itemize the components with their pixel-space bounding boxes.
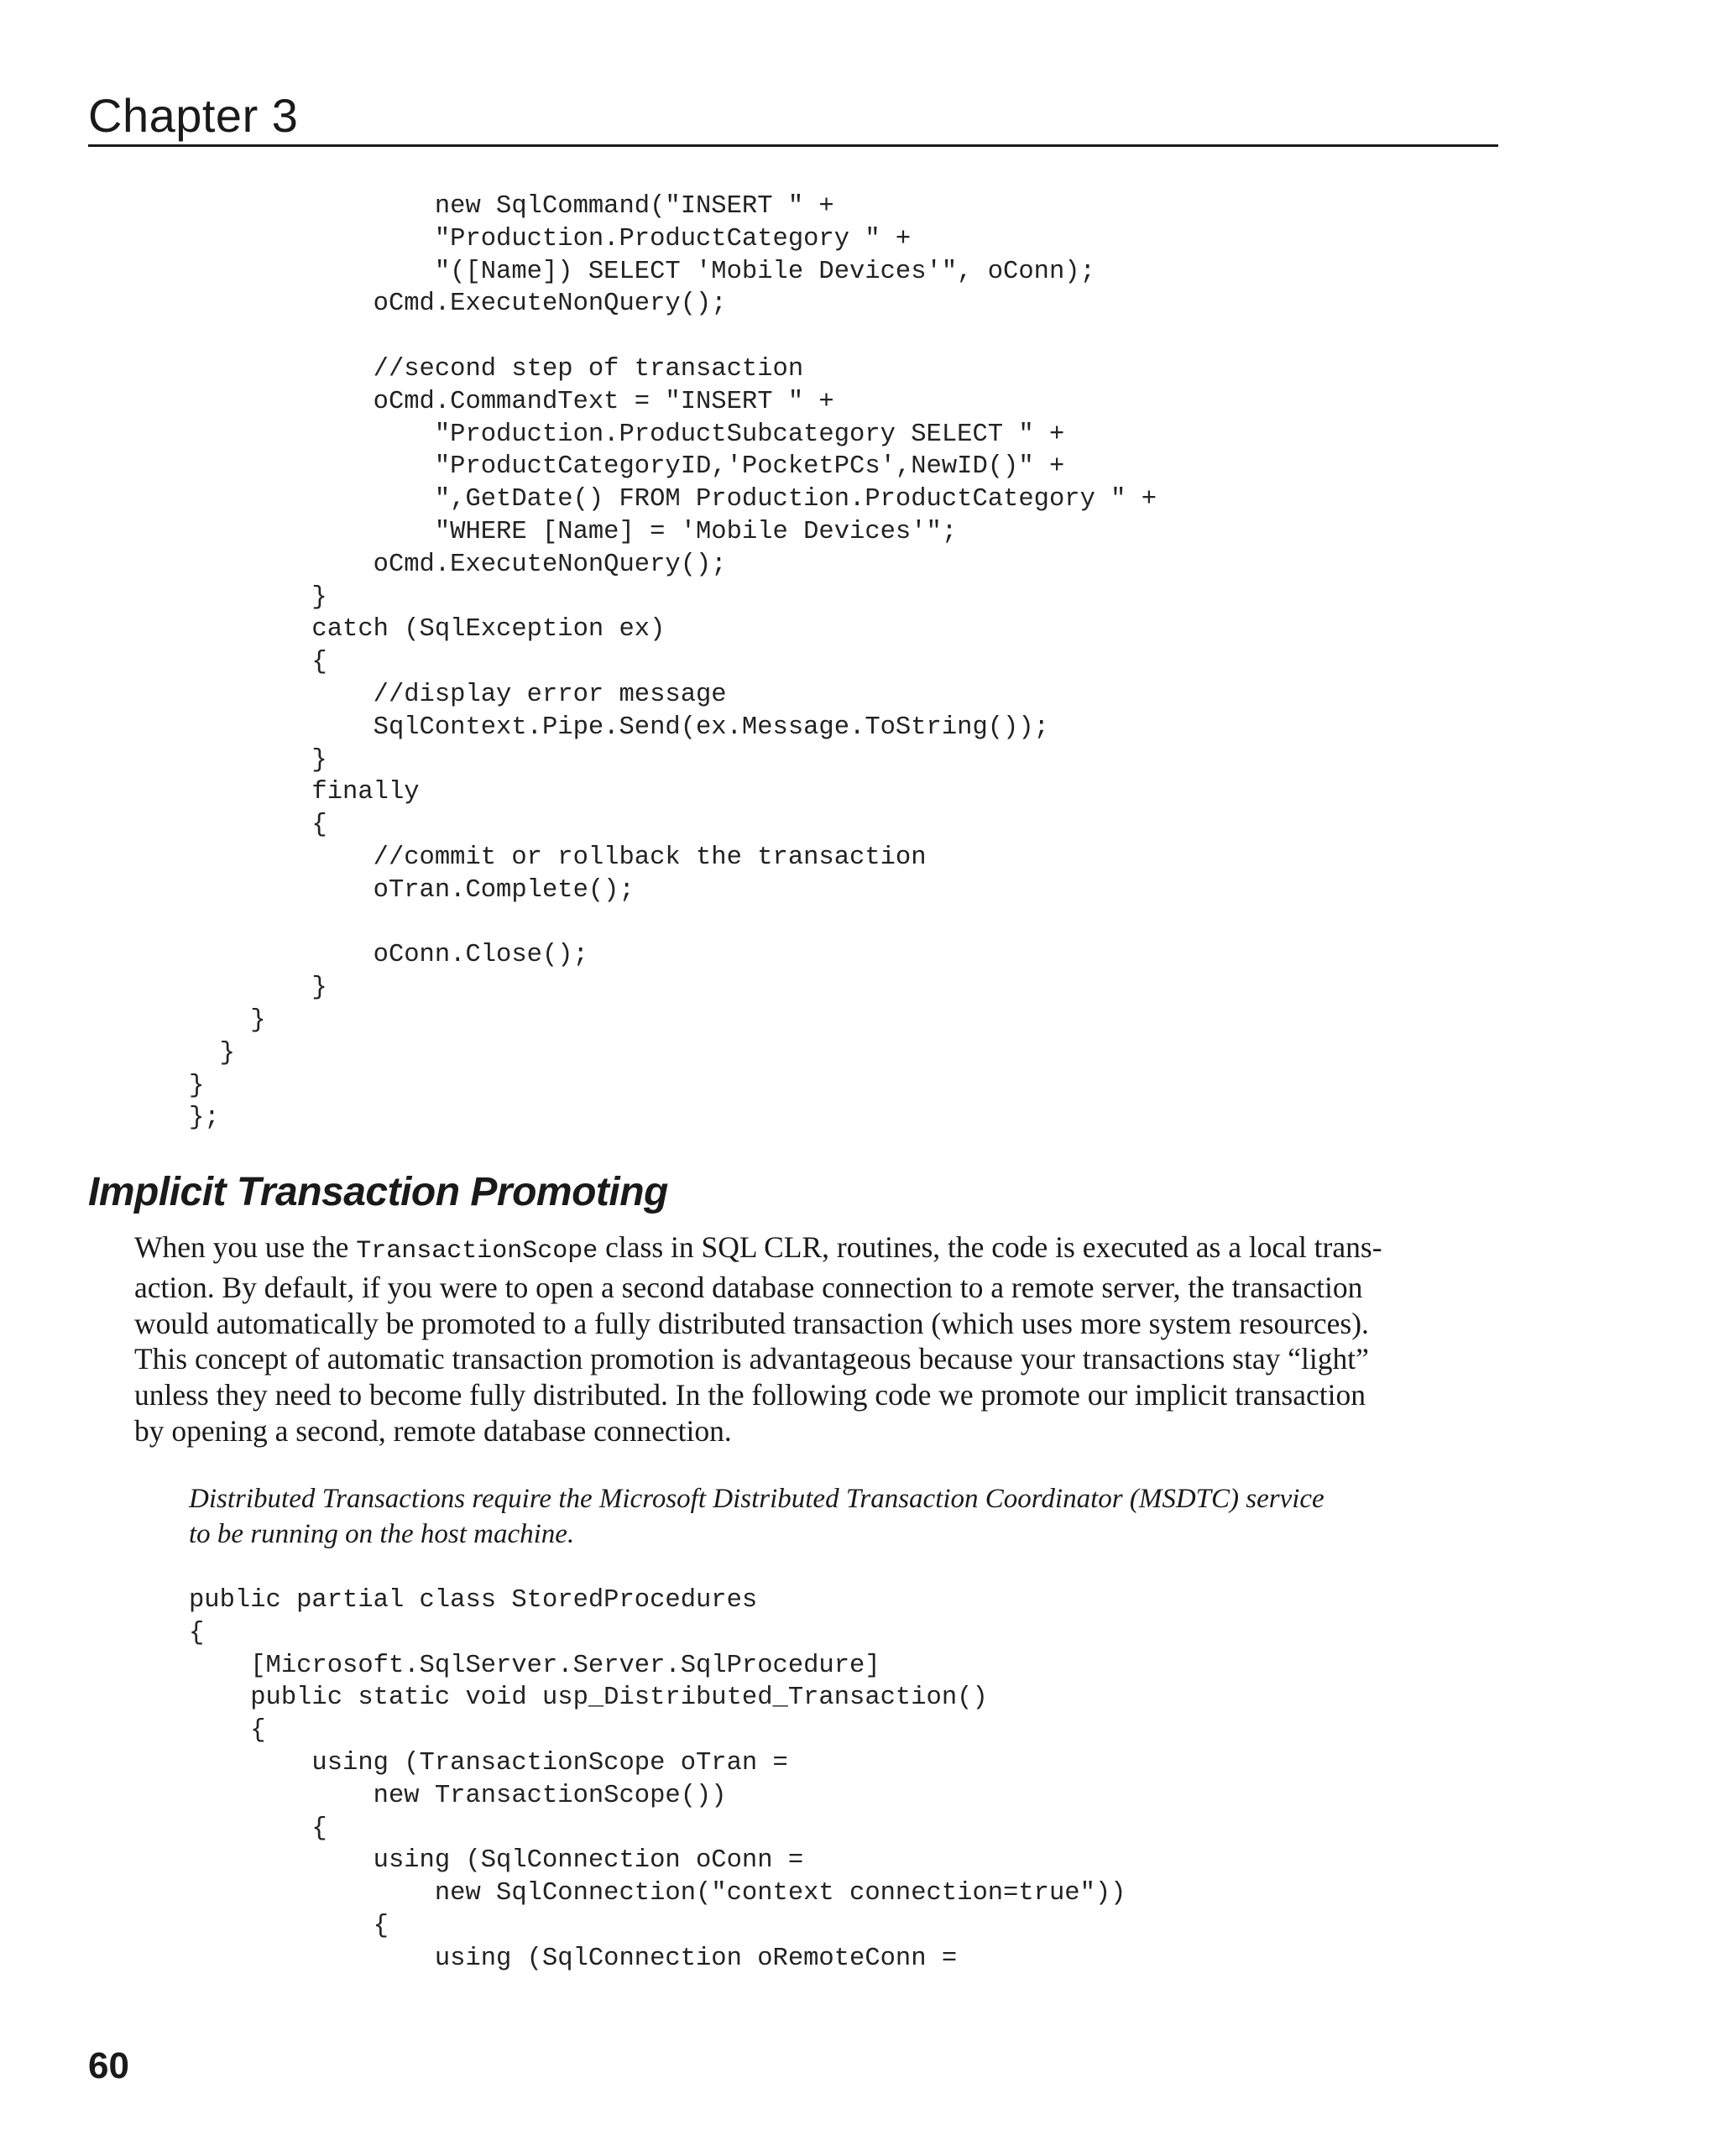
code-line: }: [189, 745, 327, 775]
page-number: 60: [88, 2045, 129, 2086]
code-line: //commit or rollback the transaction: [189, 843, 927, 872]
code-line: finally: [189, 778, 420, 807]
code-line: "ProductCategoryID,'PocketPCs',NewID()" +: [189, 452, 1065, 482]
chapter-title: Chapter 3: [88, 89, 299, 142]
code-line: oConn.Close();: [189, 941, 588, 970]
code-line: public partial class StoredProcedures: [189, 1586, 758, 1615]
code-line: oCmd.CommandText = "INSERT " +: [189, 387, 834, 416]
code-line: }: [189, 1038, 235, 1068]
code-line: {: [189, 811, 327, 840]
code-line: [189, 907, 1157, 940]
code-line: "([Name]) SELECT 'Mobile Devices'", oConn);: [189, 257, 1095, 286]
code-line: [189, 321, 1157, 353]
code-line: oTran.Complete();: [189, 875, 635, 905]
paragraph-line: action. By default, if you were to open a second database connection to a remote server, the transaction: [134, 1270, 1363, 1304]
code-line: "Production.ProductCategory " +: [189, 224, 912, 253]
code-line: "Production.ProductSubcategory SELECT " +: [189, 420, 1065, 449]
section-heading: Implicit Transaction Promoting: [88, 1170, 668, 1214]
paragraph-line: would automatically be promoted to a fully distributed transaction (which uses more system resources).: [134, 1306, 1369, 1340]
paragraph-line: [134, 1229, 1511, 1270]
code-line: new SqlCommand("INSERT " +: [189, 192, 834, 221]
code-line: }: [189, 1005, 266, 1035]
text-run: When you use the: [134, 1230, 357, 1264]
code-line: ",GetDate() FROM Production.ProductCategory " +: [189, 485, 1157, 514]
code-block-bottom: [189, 1584, 1126, 1976]
code-line: using (SqlConnection oConn =: [189, 1846, 804, 1876]
code-line: catch (SqlException ex): [189, 615, 666, 645]
code-line: }: [189, 582, 327, 612]
code-line: {: [189, 1716, 266, 1746]
paragraph-line: by opening a second, remote database connection.: [134, 1413, 732, 1448]
code-line: new SqlConnection("context connection=true")): [189, 1879, 1126, 1908]
code-line: [Microsoft.SqlServer.Server.SqlProcedure]: [189, 1651, 880, 1680]
code-line: oCmd.ExecuteNonQuery();: [189, 290, 727, 319]
body-paragraph: [134, 1229, 1511, 1449]
text-run: class in SQL CLR, routines, the code is executed as a local trans-: [598, 1230, 1382, 1264]
code-line: {: [189, 1911, 389, 1940]
paragraph-line: This concept of automatic transaction promotion is advantageous because your transactions stay “light”: [134, 1342, 1369, 1376]
code-line: {: [189, 648, 327, 677]
code-line: {: [189, 1814, 327, 1843]
code-line: using (SqlConnection oRemoteConn =: [189, 1944, 958, 1973]
code-line: //display error message: [189, 680, 727, 709]
code-line: SqlContext.Pipe.Send(ex.Message.ToString());: [189, 713, 1049, 742]
code-line: oCmd.ExecuteNonQuery();: [189, 550, 727, 579]
paragraph-line: unless they need to become fully distributed. In the following code we promote our implicit transaction: [134, 1378, 1366, 1412]
code-line: "WHERE [Name] = 'Mobile Devices'";: [189, 517, 958, 546]
chapter-header: [88, 84, 1498, 147]
code-line: //second step of transaction: [189, 354, 804, 384]
code-line: }: [189, 1071, 205, 1100]
code-line: {: [189, 1618, 205, 1647]
code-block-top: [189, 191, 1157, 1135]
code-line: new TransactionScope()): [189, 1781, 727, 1810]
note-line: Distributed Transactions require the Microsoft Distributed Transaction Coordinator (MSDTC) service: [189, 1484, 1325, 1514]
inline-code: TransactionScope: [356, 1237, 598, 1266]
note-paragraph: [189, 1481, 1498, 1552]
note-line: to be running on the host machine.: [189, 1519, 575, 1549]
code-line: };: [189, 1104, 220, 1133]
code-line: }: [189, 974, 327, 1003]
code-line: using (TransactionScope oTran =: [189, 1748, 788, 1778]
code-line: public static void usp_Distributed_Transaction(): [189, 1684, 988, 1713]
